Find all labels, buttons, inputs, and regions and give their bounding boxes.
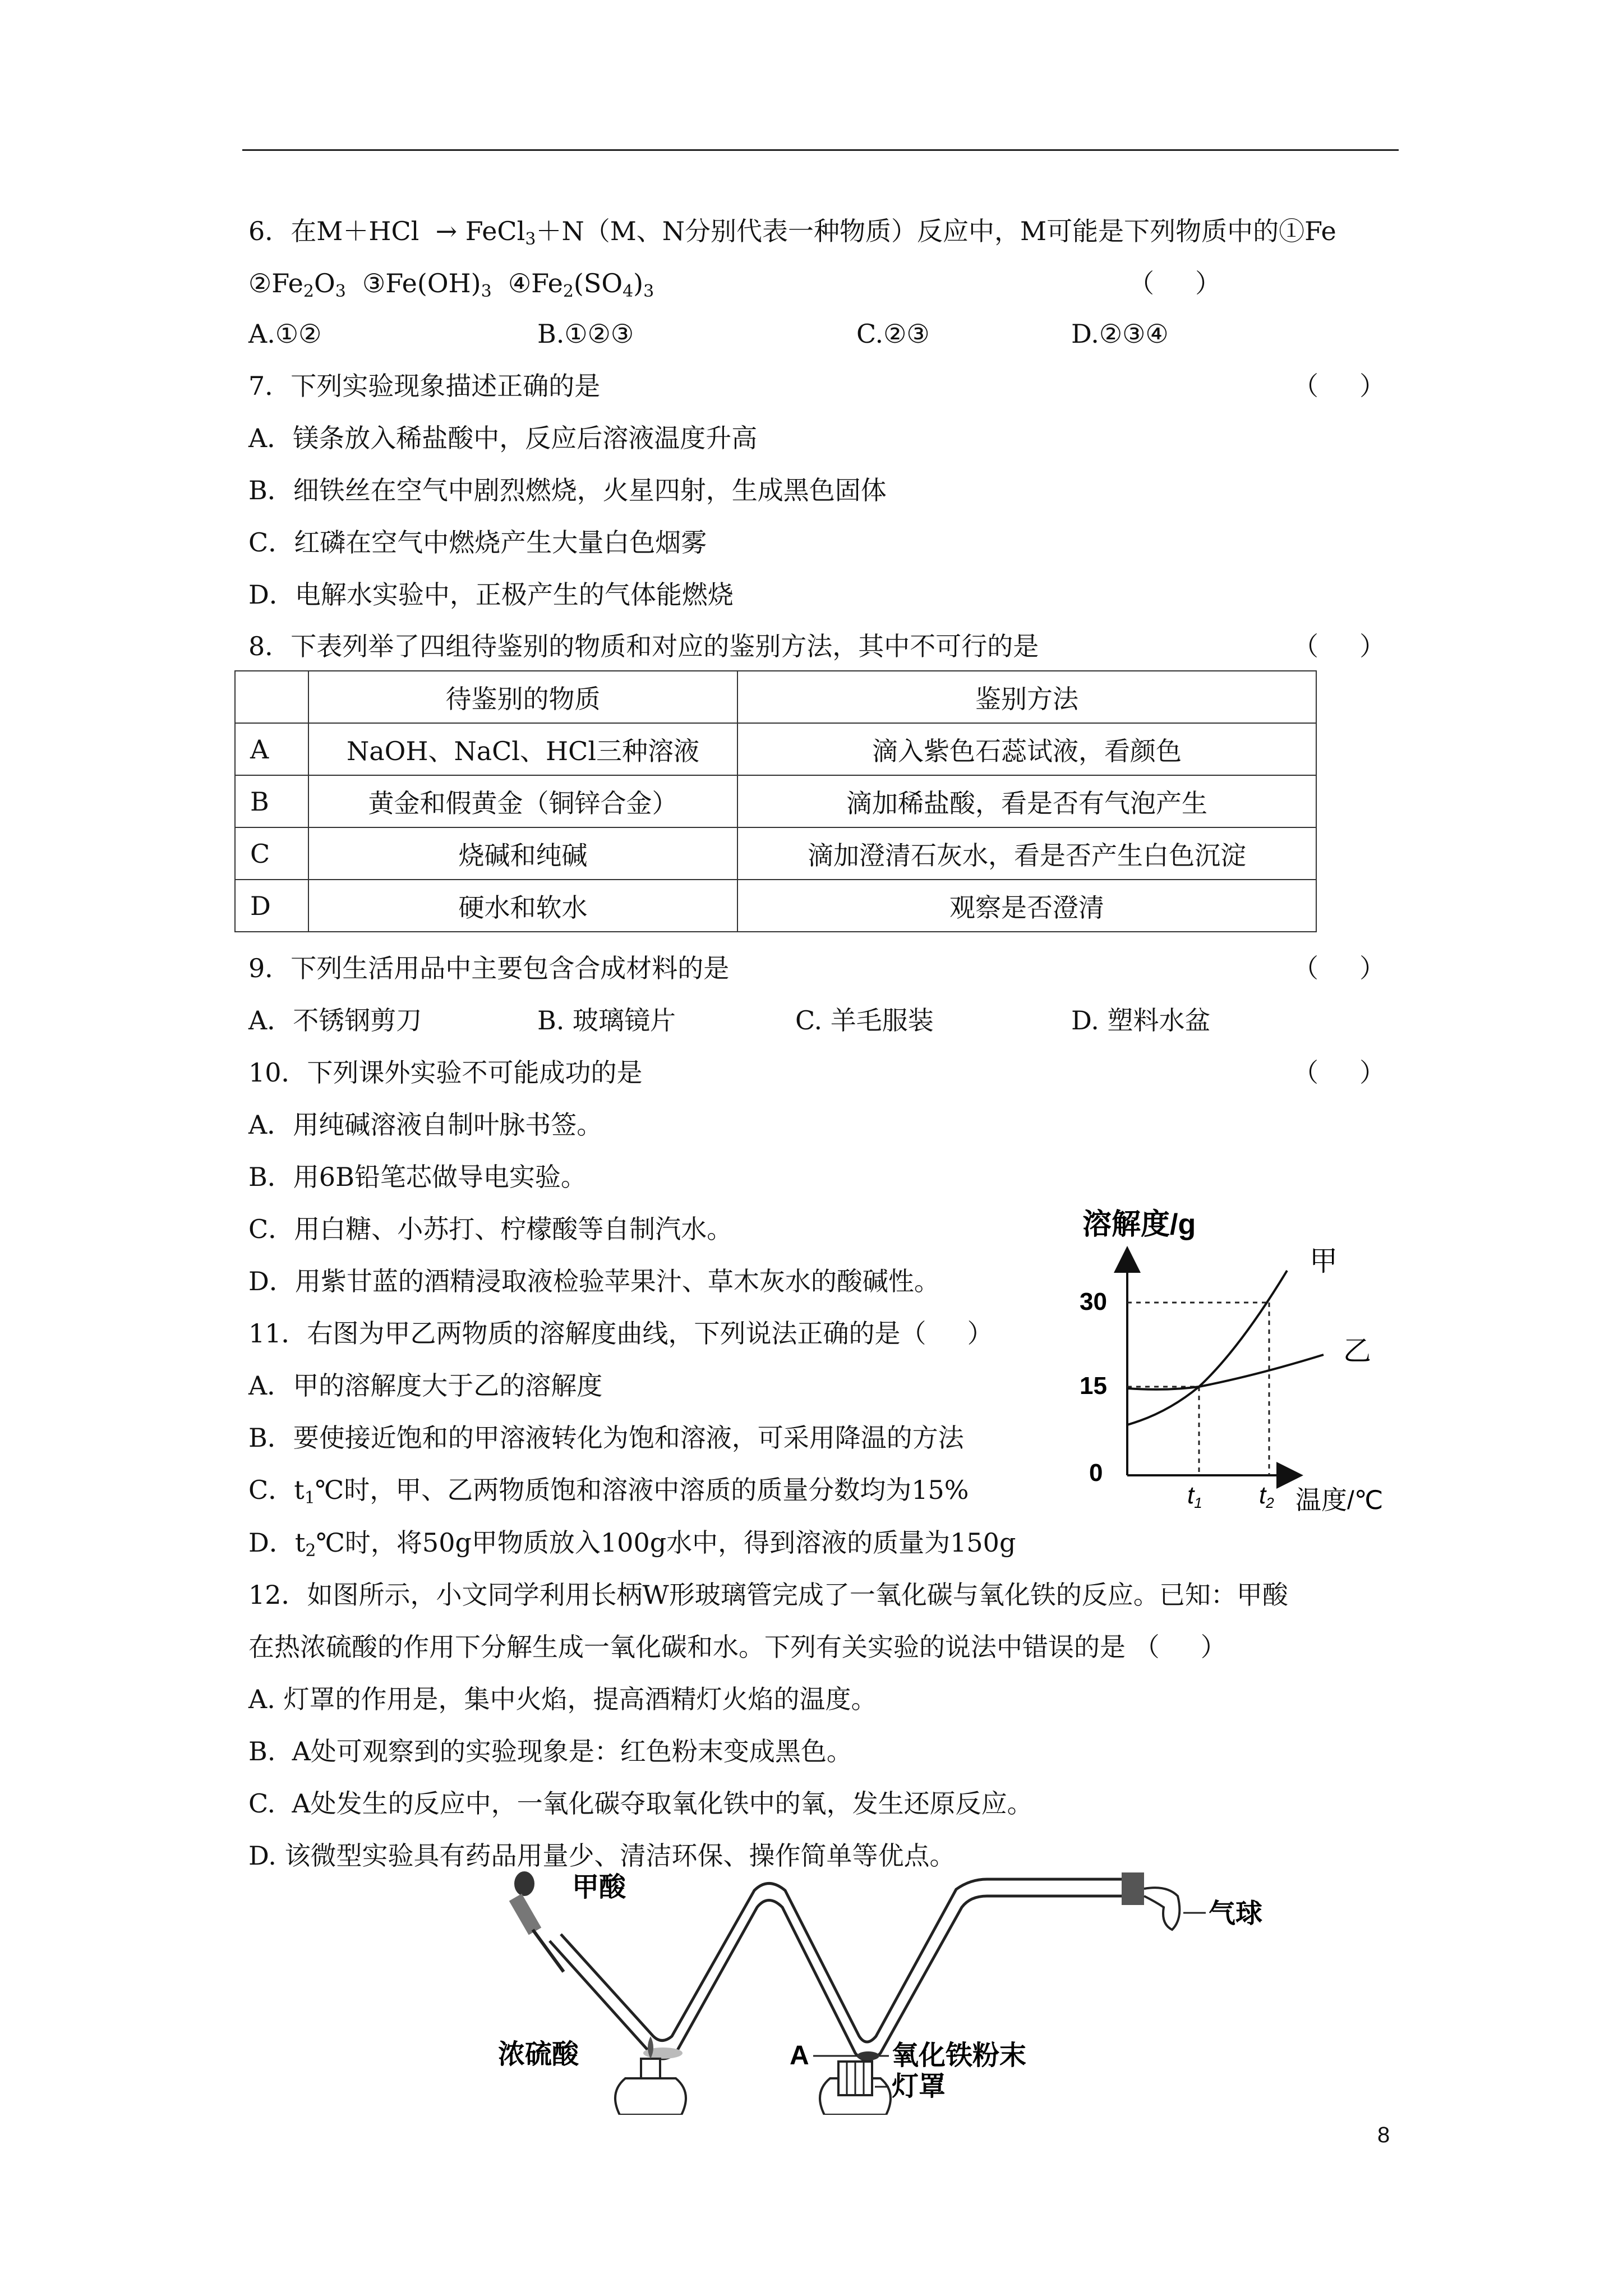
q11-option-d: D．$t_2℃$时，将50g甲物质放入100g水中，得到溶液的质量为150g [248, 1527, 1016, 1561]
q9-option-d: D. 塑料水盆 [1071, 1005, 1211, 1036]
q7-option-b: B．细铁丝在空气中剧烈燃烧，火星四射，生成黑色固体 [248, 475, 887, 505]
table-header-cell [235, 671, 308, 723]
table-cell: C [235, 827, 308, 880]
table-cell: D [235, 880, 308, 932]
q6-option-c: C.②③ [856, 319, 930, 349]
q6-option-b: B.①②③ [537, 319, 634, 349]
q12-option-b: B. A处可观察到的实验现象是：红色粉末变成黑色。 [248, 1736, 852, 1766]
dropper-icon [509, 1871, 564, 1972]
tube-stopper [1122, 1872, 1144, 1905]
w-tube [550, 1896, 1122, 2060]
q12-option-d: D. 该微型实验具有药品用量少、清洁环保、操作简单等优点。 [248, 1841, 956, 1871]
q8-stem: 8．下表列举了四组待鉴别的物质和对应的鉴别方法，其中不可行的是 [248, 631, 1039, 661]
q6-stem: 6．在M＋HCl → FeCl$_3$＋N（M、N分别代表一种物质）反应中，M可能是下列物质中的①Fe [248, 216, 1336, 249]
q11-option-c: C．$t_1℃$时，甲、乙两物质饱和溶液中溶质的质量分数均为15% [248, 1475, 969, 1508]
table-cell: B [235, 775, 308, 827]
table-cell: A [235, 723, 308, 775]
table-row [235, 775, 1316, 827]
page-number: 8 [1377, 2123, 1390, 2147]
label-yanghuatie: 氧化铁粉末 [892, 2041, 1027, 2070]
alcohol-lamp-left [615, 2036, 686, 2115]
table-cell: NaOH、NaCl、HCl三种溶液 [308, 723, 737, 775]
table-row [235, 827, 1316, 880]
q11-stem: 11．右图为甲乙两物质的溶解度曲线，下列说法正确的是（ ） [248, 1318, 993, 1349]
q6-option-a: A.①② [248, 319, 322, 349]
curve-jia-label: 甲 [1310, 1245, 1338, 1277]
y-tick-30: 30 [1080, 1288, 1107, 1315]
q7-option-a: A．镁条放入稀盐酸中，反应后溶液温度升高 [248, 423, 758, 453]
q10-option-a: A．用纯碱溶液自制叶脉书签。 [248, 1110, 603, 1140]
q7-option-d: D．电解水实验中，正极产生的气体能燃烧 [248, 579, 734, 610]
q6-option-d: D.②③④ [1071, 319, 1169, 349]
q11-option-b: B．要使接近饱和的甲溶液转化为饱和溶液，可采用降温的方法 [248, 1423, 964, 1453]
curve-jia [1127, 1271, 1287, 1425]
balloon-icon [1144, 1888, 1179, 1930]
table-row [235, 723, 1316, 775]
iron-oxide-powder [857, 2051, 879, 2060]
table-cell: 烧碱和纯碱 [308, 827, 737, 880]
q7-option-c: C．红磷在空气中燃烧产生大量白色烟雾 [248, 527, 707, 558]
q9-stem: 9．下列生活用品中主要包含合成材料的是 [248, 953, 730, 983]
q11-option-a: A．甲的溶解度大于乙的溶解度 [248, 1370, 603, 1401]
solubility-graph [1054, 1206, 1424, 1520]
table-cell: 硬水和软水 [308, 880, 737, 932]
table-cell: 滴加澄清石灰水，看是否产生白色沉淀 [737, 827, 1316, 880]
q10-option-d: D．用紫甘蓝的酒精浸取液检验苹果汁、草木灰水的酸碱性。 [248, 1266, 940, 1296]
label-jiasuan: 甲酸 [572, 1872, 626, 1902]
q8-answer-paren: （ ） [1293, 631, 1386, 661]
q7-answer-paren: （ ） [1293, 371, 1386, 401]
table-header-cell: 待鉴别的物质 [308, 671, 737, 723]
x-axis-label: 温度/℃ [1295, 1485, 1384, 1515]
q10-option-c: C．用白糖、小苏打、柠檬酸等自制汽水。 [248, 1214, 733, 1244]
table-cell: 滴入紫色石蕊试液，看颜色 [737, 723, 1316, 775]
q10-stem: 10．下列课外实验不可能成功的是 [248, 1057, 643, 1088]
q8-table [234, 670, 1317, 932]
w-tube-inner [561, 1879, 1122, 2042]
x-tick-t1: t1 [1187, 1481, 1202, 1511]
q6-answer-paren: （ ） [1128, 268, 1221, 298]
q12-stem-line1: 12．如图所示，小文同学利用长柄W形玻璃管完成了一氧化碳与氧化铁的反应。已知：甲酸 [248, 1580, 1288, 1610]
q12-stem-line2: 在热浓硫酸的作用下分解生成一氧化碳和水。下列有关实验的说法中错误的是 （ ） [248, 1632, 1227, 1662]
q7-stem: 7．下列实验现象描述正确的是 [248, 371, 601, 401]
q12-option-c: C. A处发生的反应中，一氧化碳夺取氧化铁中的氧，发生还原反应。 [248, 1788, 1033, 1819]
table-row [235, 880, 1316, 932]
label-qiqiu: 气球 [1209, 1899, 1263, 1929]
x-tick-t2: t2 [1259, 1481, 1274, 1511]
q9-option-c: C. 羊毛服装 [795, 1005, 934, 1036]
q12-option-a: A. 灯罩的作用是，集中火焰，提高酒精灯火焰的温度。 [248, 1684, 877, 1714]
q9-option-b: B. 玻璃镜片 [537, 1005, 676, 1036]
y-axis-label: 溶解度/g [1082, 1208, 1196, 1241]
alcohol-lamp-right [820, 2062, 891, 2115]
header-rule [242, 149, 1399, 151]
q9-option-a: A．不锈钢剪刀 [248, 1005, 422, 1036]
q6-stem-line2: $②Fe_2O_3$ $③Fe(OH)_3$ $④Fe_2(SO_4)_3$ [248, 268, 654, 301]
label-dengzhao: 灯罩 [892, 2072, 946, 2101]
q10-answer-paren: （ ） [1293, 1057, 1386, 1088]
label-nongliusuan: 浓硫酸 [498, 2040, 579, 2069]
origin-label: 0 [1089, 1459, 1103, 1487]
table-cell: 观察是否澄清 [737, 880, 1316, 932]
table-cell: 黄金和假黄金（铜锌合金） [308, 775, 737, 827]
y-tick-15: 15 [1080, 1372, 1107, 1400]
table-header-row [235, 671, 1316, 723]
table-cell: 滴加稀盐酸，看是否有气泡产生 [737, 775, 1316, 827]
label-a: A [790, 2041, 809, 2070]
q10-option-b: B．用6B铅笔芯做导电实验。 [248, 1162, 587, 1192]
curve-yi-label: 乙 [1343, 1335, 1371, 1366]
w-tube-apparatus [482, 1868, 1290, 2115]
table-header-cell: 鉴别方法 [737, 671, 1316, 723]
q9-answer-paren: （ ） [1293, 953, 1386, 983]
